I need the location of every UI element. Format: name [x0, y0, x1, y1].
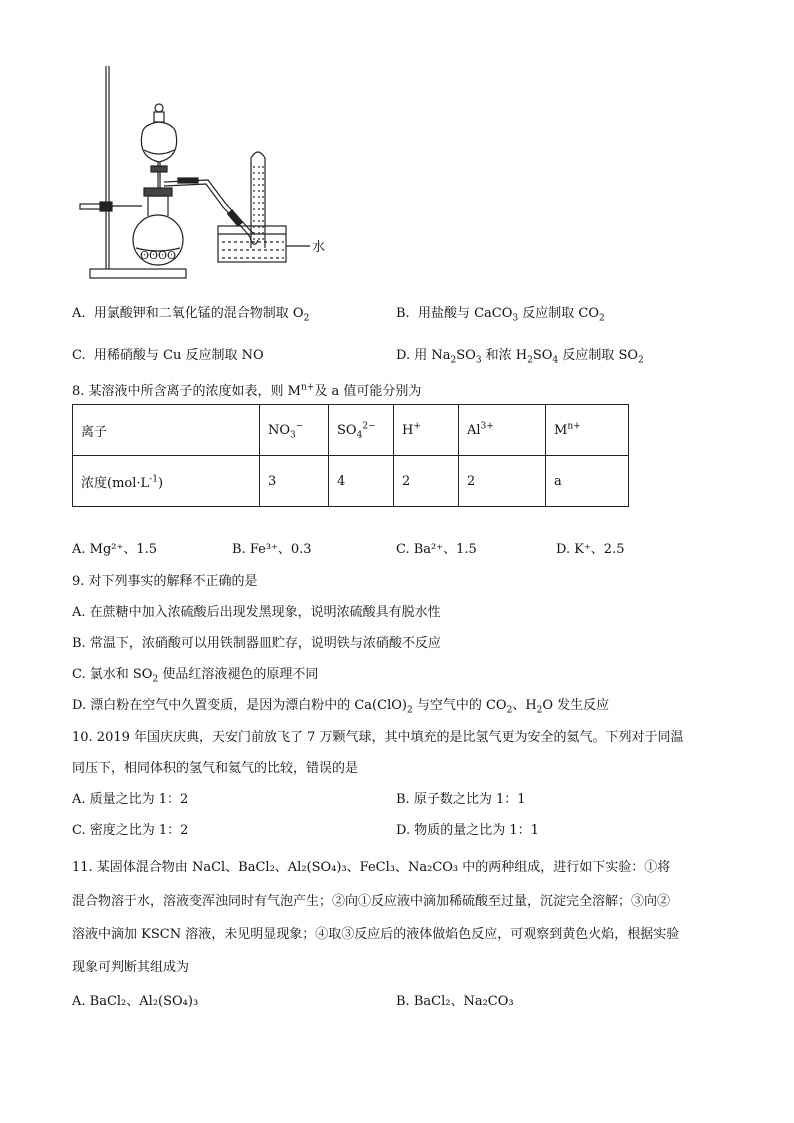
table-row	[73, 405, 629, 456]
q11-stem-line4: 现象可判断其组成为	[72, 960, 190, 975]
table-cell: $NO_3^-$	[260, 405, 329, 456]
q7-option-a[interactable]: A. 用氯酸钾和二氧化锰的混合物制取 $O_2$	[72, 306, 310, 324]
table-cell: $SO_4^{2-}$	[329, 405, 394, 456]
q11-option-a[interactable]: A. BaCl₂、Al₂(SO₄)₃	[72, 994, 199, 1009]
q11-stem-line3: 溶液中滴加 KSCN 溶液，未见明显现象；④取③反应后的液体做焰色反应，可观察到黄色火焰，根据实验	[72, 927, 680, 942]
q11-stem-line1: 11. 某固体混合物由 NaCl、BaCl₂、Al₂(SO₄)₃、FeCl₃、Na₂CO₃ 中的两种组成，进行如下实验：①将	[72, 860, 671, 875]
q8-option-a[interactable]: A. Mg²⁺、1.5	[72, 542, 158, 557]
table-cell: $M^{n+}$	[546, 405, 629, 456]
q11-stem-line2: 混合物溶于水，溶液变浑浊同时有气泡产生；②向①反应液中滴加稀硫酸至过量，沉淀完全溶解；③向②	[72, 894, 671, 909]
table-cell: 4	[329, 456, 394, 507]
q10-option-b[interactable]: B. 原子数之比为 1：1	[396, 792, 526, 807]
table-cell: 3	[260, 456, 329, 507]
q8-option-b[interactable]: B. Fe³⁺、0.3	[232, 542, 312, 557]
q9-option-d[interactable]: D. 漂白粉在空气中久置变质，是因为漂白粉中的 $Ca(ClO)_2$ 与空气中的 $CO_2$、$H_2O$ 发生反应	[72, 698, 610, 716]
q7-option-b[interactable]: B. 用盐酸与 CaCO$_3$ 反应制取 $CO_2$	[396, 306, 605, 324]
table-cell: H+	[394, 405, 459, 456]
separatory-funnel	[141, 122, 176, 162]
table-cell: 2	[394, 456, 459, 507]
q9-option-c[interactable]: C. 氯水和 $SO_2$ 使品红溶液褪色的原理不同	[72, 667, 319, 685]
table-cell: a	[546, 456, 629, 507]
q8-stem: 8. 某溶液中所含离子的浓度如表，则 $M^{n+}$及 a 值可能分别为	[72, 382, 422, 399]
q7-option-c[interactable]: C. 用稀硝酸与 Cu 反应制取 NO	[72, 348, 264, 363]
svg-text:ʘʘʘʘ: ʘʘʘʘ	[140, 249, 177, 262]
q10-option-a[interactable]: A. 质量之比为 1：2	[72, 792, 189, 807]
q9-option-a[interactable]: A. 在蔗糖中加入浓硫酸后出现发黑现象，说明浓硫酸具有脱水性	[72, 605, 441, 620]
q9-stem: 9. 对下列事实的解释不正确的是	[72, 574, 258, 589]
table-cell: 2	[459, 456, 546, 507]
table-row	[73, 456, 629, 507]
gas-collection-apparatus	[78, 62, 338, 282]
q10-option-d[interactable]: D. 物质的量之比为 1：1	[396, 823, 539, 838]
q9-option-b[interactable]: B. 常温下，浓硝酸可以用铁制器皿贮存，说明铁与浓硝酸不反应	[72, 636, 441, 651]
stand-base	[90, 269, 186, 278]
q11-option-b[interactable]: B. BaCl₂、Na₂CO₃	[396, 994, 514, 1009]
q10-stem-line1: 10. 2019 年国庆庆典，天安门前放飞了 7 万颗气球，其中填充的是比氢气更为安全的氦气。下列对于同温	[72, 730, 684, 745]
table-cell: 浓度$(mol\cdot L^{-1})$	[73, 456, 260, 507]
q10-stem-line2: 同压下，相同体积的氢气和氦气的比较，错误的是	[72, 761, 359, 776]
ion-concentration-table	[72, 404, 629, 507]
q7-option-d[interactable]: D. 用 $Na_2SO_3$ 和浓 $H_2SO_4$ 反应制取 $SO_2$	[396, 348, 644, 366]
table-cell: 离子	[73, 405, 260, 456]
q8-option-d[interactable]: D. K⁺、2.5	[556, 542, 625, 557]
table-cell: $Al^{3+}$	[459, 405, 546, 456]
water-label: 水	[312, 240, 326, 255]
q8-option-c[interactable]: C. Ba²⁺、1.5	[396, 542, 477, 557]
q10-option-c[interactable]: C. 密度之比为 1：2	[72, 823, 189, 838]
